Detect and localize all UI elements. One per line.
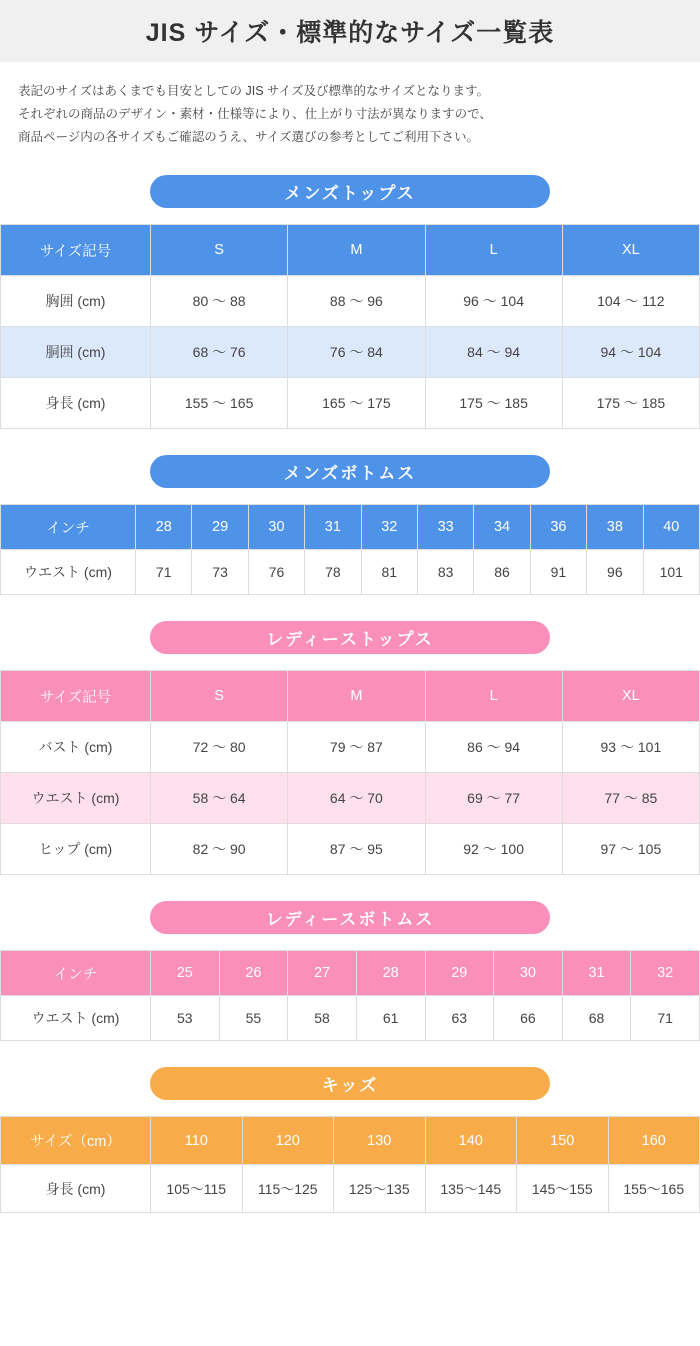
col-header: L xyxy=(425,671,562,722)
row-label: ウエスト (cm) xyxy=(1,773,151,824)
cell: 87 〜 95 xyxy=(288,824,425,875)
section-heading-mens-tops: メンズトップス xyxy=(150,175,550,208)
cell: 145〜155 xyxy=(517,1165,609,1213)
col-header: 30 xyxy=(248,505,304,550)
cell: 97 〜 105 xyxy=(562,824,699,875)
table-header-row xyxy=(1,1117,700,1165)
table-row xyxy=(1,276,700,327)
col-header: 110 xyxy=(151,1117,243,1165)
col-header: 150 xyxy=(517,1117,609,1165)
cell: 101 xyxy=(643,550,699,595)
col-header: サイズ（cm） xyxy=(1,1117,151,1165)
col-header: 38 xyxy=(587,505,643,550)
row-label: 胴囲 (cm) xyxy=(1,327,151,378)
col-header: 130 xyxy=(334,1117,426,1165)
col-header: サイズ記号 xyxy=(1,671,151,722)
col-header: XL xyxy=(562,225,699,276)
row-label: 胸囲 (cm) xyxy=(1,276,151,327)
cell: 135〜145 xyxy=(425,1165,517,1213)
row-label: 身長 (cm) xyxy=(1,378,151,429)
section-mens-bottoms xyxy=(0,455,700,595)
cell: 175 〜 185 xyxy=(425,378,562,429)
col-header: 25 xyxy=(151,951,220,996)
table-kids xyxy=(0,1116,700,1213)
col-header: 120 xyxy=(242,1117,334,1165)
row-label: ヒップ (cm) xyxy=(1,824,151,875)
table-ladies-bottoms xyxy=(0,950,700,1041)
table-mens-tops xyxy=(0,224,700,429)
cell: 66 xyxy=(494,996,563,1041)
row-label: ウエスト (cm) xyxy=(1,550,136,595)
table-row xyxy=(1,996,700,1041)
col-header: 160 xyxy=(608,1117,700,1165)
section-kids xyxy=(0,1067,700,1213)
cell: 96 xyxy=(587,550,643,595)
cell: 53 xyxy=(151,996,220,1041)
cell: 76 xyxy=(248,550,304,595)
cell: 83 xyxy=(417,550,473,595)
col-header: 29 xyxy=(425,951,494,996)
cell: 63 xyxy=(425,996,494,1041)
col-header: 28 xyxy=(136,505,192,550)
col-header: 140 xyxy=(425,1117,517,1165)
section-ladies-bottoms xyxy=(0,901,700,1041)
table-header-row xyxy=(1,671,700,722)
col-header: 34 xyxy=(474,505,530,550)
note-block xyxy=(0,62,700,149)
table-row xyxy=(1,550,700,595)
table-header-row xyxy=(1,951,700,996)
cell: 81 xyxy=(361,550,417,595)
section-heading-ladies-bottoms: レディースボトムス xyxy=(150,901,550,934)
table-row xyxy=(1,824,700,875)
cell: 73 xyxy=(192,550,248,595)
section-heading-ladies-tops: レディーストップス xyxy=(150,621,550,654)
bottom-spacer xyxy=(0,1213,700,1237)
table-header-row xyxy=(1,225,700,276)
table-row xyxy=(1,1165,700,1213)
col-header: インチ xyxy=(1,951,151,996)
cell: 61 xyxy=(356,996,425,1041)
cell: 86 xyxy=(474,550,530,595)
cell: 58 xyxy=(288,996,357,1041)
col-header: 30 xyxy=(494,951,563,996)
cell: 80 〜 88 xyxy=(151,276,288,327)
col-header: 40 xyxy=(643,505,699,550)
cell: 69 〜 77 xyxy=(425,773,562,824)
cell: 58 〜 64 xyxy=(151,773,288,824)
cell: 88 〜 96 xyxy=(288,276,425,327)
col-header: 32 xyxy=(361,505,417,550)
col-header: 27 xyxy=(288,951,357,996)
table-ladies-tops xyxy=(0,670,700,875)
row-label: 身長 (cm) xyxy=(1,1165,151,1213)
table-row xyxy=(1,327,700,378)
col-header: M xyxy=(288,225,425,276)
cell: 78 xyxy=(305,550,361,595)
cell: 93 〜 101 xyxy=(562,722,699,773)
col-header: サイズ記号 xyxy=(1,225,151,276)
table-row xyxy=(1,722,700,773)
col-header: 26 xyxy=(219,951,288,996)
cell: 68 xyxy=(562,996,631,1041)
cell: 77 〜 85 xyxy=(562,773,699,824)
col-header: 33 xyxy=(417,505,473,550)
cell: 71 xyxy=(631,996,700,1041)
table-row xyxy=(1,378,700,429)
cell: 71 xyxy=(136,550,192,595)
cell: 72 〜 80 xyxy=(151,722,288,773)
cell: 115〜125 xyxy=(242,1165,334,1213)
cell: 96 〜 104 xyxy=(425,276,562,327)
row-label: ウエスト (cm) xyxy=(1,996,151,1041)
col-header: XL xyxy=(562,671,699,722)
col-header: S xyxy=(151,671,288,722)
cell: 94 〜 104 xyxy=(562,327,699,378)
cell: 76 〜 84 xyxy=(288,327,425,378)
col-header: 31 xyxy=(305,505,361,550)
cell: 104 〜 112 xyxy=(562,276,699,327)
cell: 165 〜 175 xyxy=(288,378,425,429)
col-header: 29 xyxy=(192,505,248,550)
note-line-3: 商品ページ内の各サイズもご確認のうえ、サイズ選びの参考としてご利用下さい。 xyxy=(18,130,480,145)
col-header: 31 xyxy=(562,951,631,996)
section-ladies-tops xyxy=(0,621,700,875)
section-mens-tops xyxy=(0,175,700,429)
cell: 82 〜 90 xyxy=(151,824,288,875)
cell: 55 xyxy=(219,996,288,1041)
col-header: S xyxy=(151,225,288,276)
note-line-1: 表記のサイズはあくまでも目安としての JIS サイズ及び標準的なサイズとなります。 xyxy=(18,84,490,98)
cell: 92 〜 100 xyxy=(425,824,562,875)
note-line-2: それぞれの商品のデザイン・素材・仕様等により、仕上がり寸法が異なりますので、 xyxy=(18,107,492,122)
cell: 91 xyxy=(530,550,586,595)
row-label: バスト (cm) xyxy=(1,722,151,773)
table-header-row xyxy=(1,505,700,550)
cell: 125〜135 xyxy=(334,1165,426,1213)
section-heading-kids: キッズ xyxy=(150,1067,550,1100)
page-title: JIS サイズ・標準的なサイズ一覧表 xyxy=(145,19,555,47)
cell: 79 〜 87 xyxy=(288,722,425,773)
table-row xyxy=(1,773,700,824)
page-title-bar xyxy=(0,0,700,62)
col-header: 36 xyxy=(530,505,586,550)
cell: 86 〜 94 xyxy=(425,722,562,773)
cell: 68 〜 76 xyxy=(151,327,288,378)
col-header: 32 xyxy=(631,951,700,996)
col-header: L xyxy=(425,225,562,276)
cell: 105〜115 xyxy=(151,1165,243,1213)
cell: 155 〜 165 xyxy=(151,378,288,429)
section-heading-mens-bottoms: メンズボトムス xyxy=(150,455,550,488)
table-mens-bottoms xyxy=(0,504,700,595)
col-header: インチ xyxy=(1,505,136,550)
col-header: M xyxy=(288,671,425,722)
col-header: 28 xyxy=(356,951,425,996)
cell: 84 〜 94 xyxy=(425,327,562,378)
cell: 175 〜 185 xyxy=(562,378,699,429)
cell: 64 〜 70 xyxy=(288,773,425,824)
cell: 155〜165 xyxy=(608,1165,700,1213)
